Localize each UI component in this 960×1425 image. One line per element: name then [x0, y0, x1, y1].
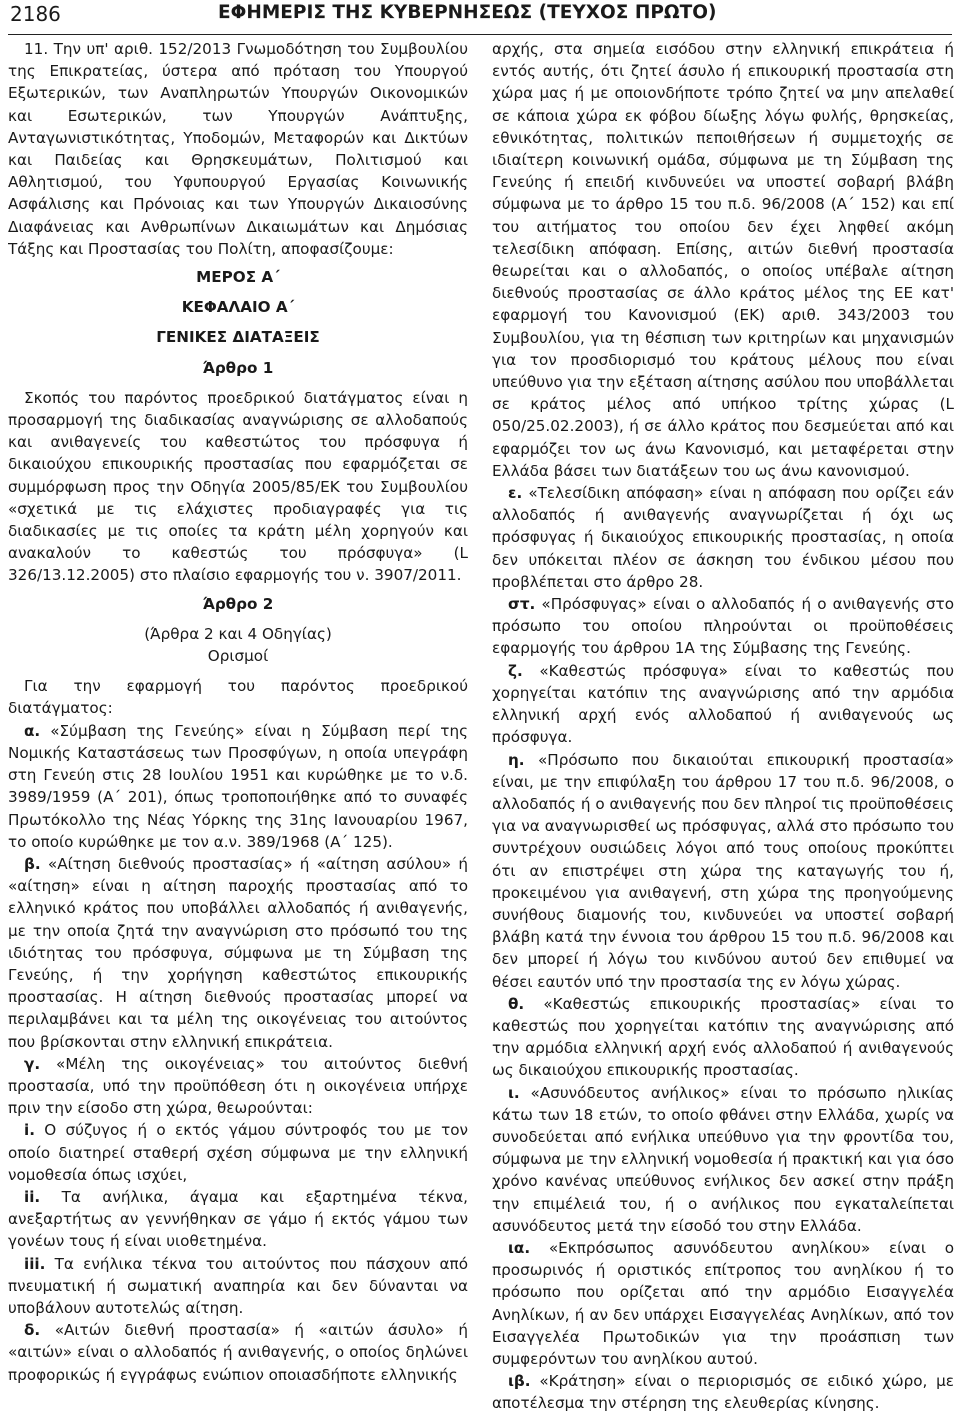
article-2-intro: Για την εφαρμογή του παρόντος προεδρικού διατάγματος:	[8, 677, 468, 718]
definition-g-ii-label: ii.	[24, 1187, 41, 1206]
gazette-title: ΕΦΗΜΕΡΙΣ ΤΗΣ ΚΥΒΕΡΝΗΣΕΩΣ (ΤΕΥΧΟΣ ΠΡΩΤΟ)	[218, 2, 717, 23]
definition-z	[492, 660, 954, 749]
definition-g-i-text: Ο σύζυγος ή ο εκτός γάμου σύντροφός του με τον οποίο διατηρεί σταθερή σχέση σύμφωνα με την ελληνική νομοθεσία όπως ισχύει,	[8, 1121, 468, 1184]
definition-i	[492, 1082, 954, 1237]
definition-a	[8, 720, 468, 853]
definition-ia	[492, 1237, 954, 1370]
definition-g-text: «Μέλη της οικογένειας» του αιτούντος διεθνή προστασία, υπό την προϋπόθεση ότι η οικογένεια υπήρχε πριν την είσοδο στη χώρα, θεωρούνται:	[8, 1054, 468, 1118]
definition-ib-text: «Κράτηση» είναι ο περιορισμός σε ειδικό χώρο, με αποτέλεσμα την στέρηση της ελευθερίας κίνησης.	[492, 1372, 954, 1413]
article-1-text: Σκοπός του παρόντος προεδρικού διατάγματος είναι η προσαρμογή της διαδικασίας αναγνώρισης σε αλλοδαπούς και ανιθαγενείς του καθεστώτος του πρόσφυγα ή δικαιούχου επικουρικής προστασίας που εφαρμόζεται σε συμμόρφωση προς την Οδηγία 2005/85/ΕΚ του Συμβουλίου «σχετικά με τις ελάχιστες προδιαγραφές για τις διαδικασίες με τις οποίες τα κράτη μέλη χορηγούν και ανακαλούν το καθεστώς του πρόσφυγα» (L 326/13.12.2005) στο πλαίσιο εφαρμογής του ν. 3907/2011.	[8, 388, 468, 585]
definition-g-iii-label: iii.	[24, 1254, 46, 1273]
definition-g-label: γ.	[24, 1054, 41, 1073]
definition-g-iii-text: Τα ενήλικα τέκνα του αιτούντος που πάσχουν από πνευματική ή σωματική αναπηρία και δεν δύνανται να υποβάλουν αυτοτελώς αίτηση.	[8, 1254, 468, 1317]
definition-d-continued: αρχής, στα σημεία εισόδου στην ελληνική επικράτεια ή εντός αυτής, ότι ζητεί άσυλο ή επικουρική προστασία στη χώρα μας ή με οποιονδήποτε τρόπο ζητεί να μην απελαθεί σε κάποια χώρα εκ φόβου δίωξης λόγω φυλής, θρησκείας, εθνικότητας, πολιτικών πεποιθήσεων ή συμμετοχής σε ιδιαίτερη κοινωνική ομάδα, σύμφωνα με τη Σύμβαση της Γενεύης ή επειδή κινδυνεύει να υποστεί σοβαρή βλάβη σύμφωνα με το άρθρο 15 του π.δ. 96/2008 (Α΄ 152) και επί του αιτήματος του οποίου δεν έχει ληφθεί ακόμη τελεσίδικη απόφαση. Επίσης, αιτών διεθνή προστασία θεωρείται και ο αλλοδαπός, ο οποίος υπέβαλε αίτηση διεθνούς προστασίας σε άλλο κράτος μέλος της ΕΕ κατ' εφαρμογή του Κανονισμού (ΕΚ) αριθ. 343/2003 του Συμβουλίου, για τη θέσπιση των κριτηρίων και μηχανισμών για τον προσδιορισμό του κράτους μέλους που είναι υπεύθυνο για την εξέταση αίτησης ασύλου που υποβάλλεται σε κράτος μέλος από υπήκοο τρίτης χώρας (L 050/25.02.2003), ή σε άλλο κράτος που δεσμεύεται από και εφαρμόζει τον ως άνω Κανονισμό, και μεταφέρεται στην Ελλάδα βάσει των διατάξεων του ως άνω κανονισμού.	[492, 40, 954, 480]
definition-i-label: ι.	[508, 1083, 520, 1102]
left-column	[8, 38, 468, 1423]
definition-st	[492, 593, 954, 660]
definition-g-ii	[8, 1186, 468, 1253]
definition-st-label: στ.	[508, 595, 536, 614]
definition-h	[492, 749, 954, 993]
definition-ia-label: ια.	[508, 1238, 531, 1257]
article-2-subtitle: (Άρθρα 2 και 4 Οδηγίας)	[144, 624, 332, 643]
definition-e	[492, 482, 954, 593]
definition-g-i-label: i.	[24, 1121, 35, 1140]
definition-e-text: «Τελεσίδικη απόφαση» είναι η απόφαση που ορίζει εάν αλλοδαπός ή ανιθαγενής αναγνωρίζεται ή όχι ως πρόσφυγας ή δικαιούχος επικουρικής προστασίας, η οποία δεν υπόκειται πλέον σε άσκηση του ένδικου μέσου που προβλέπεται στο άρθρο 28.	[492, 484, 954, 591]
definition-a-label: α.	[24, 721, 41, 740]
definition-h-label: η.	[508, 750, 525, 769]
paragraph-11: 11. Την υπ' αριθ. 152/2013 Γνωμοδότηση του Συμβουλίου της Επικρατείας, ύστερα από πρόταση του Υπουργού Εξωτερικών, των Αναπληρωτών Υπουργών Οικονομικών και Εσωτερικών, των Υπουργών Ανάπτυξης, Ανταγωνιστικότητας, Υποδομών, Μεταφορών και Δικτύων και Παιδείας και Θρησκευμάτων, Πολιτισμού και Αθλητισμού, του Υφυπουργού Εργασίας Κοινωνικής Ασφάλισης και Πρόνοιας και των Υπουργών Δικαιοσύνης Διαφάνειας και Ανθρωπίνων Δικαιωμάτων και Δημόσιας Τάξης και Προστασίας του Πολίτη, αποφασίζουμε:	[8, 40, 468, 258]
definition-g-iii	[8, 1253, 468, 1320]
definition-a-text: «Σύμβαση της Γενεύης» είναι η Σύμβαση περί της Νομικής Καταστάσεως των Προσφύγων, η οποία υπεγράφη στη Γενεύη στις 28 Ιουλίου 1951 και κυρώθηκε με το ν.δ. 3989/1959 (Α΄ 201), όπως τροποποιήθηκε από το συναφές Πρωτόκολλο της Νέας Υόρκης της 31ης Ιανουαρίου 1967, το οποίο κυρώθηκε με τον α.ν. 389/1968 (Α΄ 125).	[8, 721, 468, 851]
page-header	[8, 0, 952, 35]
article-2-title: Άρθρο 2	[202, 594, 274, 613]
definition-ia-text: «Εκπρόσωπος ασυνόδευτου ανηλίκου» είναι ο προσωρινός ή οριστικός επίτροπος του ανηλίκου ή το πρόσωπο που ορίζεται από την αρμόδιο Εισαγγελέα Ανηλίκων, ή αν δεν υπάρχει Εισαγγελέας Ανηλίκων, από τον Εισαγγελέα Πρωτοδικών για την προάσπιση των συμφερόντων του ανηλίκου αυτού.	[492, 1238, 954, 1368]
right-column	[492, 38, 954, 1423]
definition-ib-label: ιβ.	[508, 1372, 531, 1391]
definition-th-text: «Καθεστώς επικουρικής προστασίας» είναι το καθεστώς που χορηγείται κατόπιν της αναγνώρισης από την αρμόδια ελληνική αρχή ενός αλλοδαπού ή ανιθαγενούς ως δικαιούχου επικουρικής προστασίας.	[492, 994, 954, 1080]
page-number: 2186	[10, 2, 61, 26]
definition-h-text: «Πρόσωπο που δικαιούται επικουρική προστασία» είναι, με την επιφύλαξη του άρθρου 17 του π.δ. 96/2008, ο αλλοδαπός ή ο ανιθαγενής που δεν πληροί τις προϋποθέσεις για να αναγνωρισθεί ως πρόσφυγας, αλλά στο πρόσωπο του συντρέχουν ουσιώδεις λόγοι από τους οποίους προκύπτει ότι αν επιστρέψει στη χώρα της καταγωγής του ή, προκειμένου για ανιθαγενή, στη χώρα της προηγούμενης συνήθους διαμονής του, κινδυνεύει να υποστεί σοβαρή βλάβη κατά την έννοια του άρθρου 15 του π.δ. 96/2008 και δεν μπορεί ή λόγω του κινδύνου αυτού δεν επιθυμεί να θέσει εαυτόν υπό την προστασία της εν λόγω χώρας.	[492, 750, 954, 991]
definition-th-label: θ.	[508, 994, 525, 1013]
general-provisions-heading: ΓΕΝΙΚΕΣ ΔΙΑΤΑΞΕΙΣ	[156, 328, 320, 347]
definition-z-text: «Καθεστώς πρόσφυγα» είναι το καθεστώς που χορηγείται κατόπιν της αναγνώρισης από την αρμόδια ελληνική αρχή ενός αλλοδαπού ή ανιθαγενούς ως πρόσφυγα.	[492, 661, 954, 747]
definition-b-label: β.	[24, 854, 41, 873]
article-1-title: Άρθρο 1	[202, 358, 274, 377]
definition-e-label: ε.	[508, 484, 523, 503]
definition-g-ii-text: Τα ανήλικα, άγαμα και εξαρτημένα τέκνα, ανεξαρτήτως αν γεννήθηκαν σε γάμο ή εκτός γάμου των γονέων τους ή είναι υιοθετημένα.	[8, 1187, 468, 1251]
definition-i-text: «Ασυνόδευτος ανήλικος» είναι το πρόσωπο ηλικίας κάτω των 18 ετών, το οποίο φθάνει στην Ελλάδα, χωρίς να συνοδεύεται από ενήλικα υπεύθυνο για την φροντίδα του, σύμφωνα με την ελληνική νομοθεσία ή πρακτική και για όσο χρόνο κανένας υπεύθυνος ενήλικος δεν ασκεί στην πράξη την επιμέλειά του, ή ο ανήλικος που εγκαταλείπεται ασυνόδευτος μετά την είσοδό του στην Ελλάδα.	[492, 1083, 954, 1235]
definition-st-text: «Πρόσφυγας» είναι ο αλλοδαπός ή ο ανιθαγενής στο πρόσωπο του οποίου πληρούνται οι προϋποθέσεις εφαρμογής του άρθρου 1Α της Σύμβασης της Γενεύης.	[492, 595, 954, 658]
article-2-definitions: Ορισμοί	[207, 647, 269, 666]
definition-d-text: «Αιτών διεθνή προστασία» ή «αιτών άσυλο» ή «αιτών» είναι ο αλλοδαπός ή ανιθαγενής, ο οποίος δηλώνει προφορικώς ή εγγράφως ενώπιον οποιασδήποτε ελληνικής	[8, 1321, 468, 1384]
definition-g	[8, 1053, 468, 1120]
definition-b-text: «Αίτηση διεθνούς προστασίας» ή «αίτηση ασύλου» ή «αίτηση» είναι η αίτηση παροχής προστασίας από το ελληνικό κράτος που υποβάλλει αλλοδαπός ή ανιθαγενής, με την οποία ζητά την αναγνώριση στο πρόσωπό του της ιδιότητας του πρόσφυγα, σύμφωνα με τη Σύμβαση της Γενεύης, ή την χορήγηση καθεστώτος επικουρικής προστασίας. Η αίτηση διεθνούς προστασίας μπορεί να περιλαμβάνει και τα μέλη της οικογένειας του αιτούντος που βρίσκονται στην ελληνική επικράτεια.	[8, 854, 468, 1051]
definition-d	[8, 1319, 468, 1386]
part-heading: ΜΕΡΟΣ Α΄	[196, 268, 280, 287]
definition-ib	[492, 1370, 954, 1414]
definition-d-label: δ.	[24, 1321, 41, 1340]
definition-th	[492, 993, 954, 1082]
definition-g-i	[8, 1119, 468, 1186]
definition-z-label: ζ.	[508, 661, 523, 680]
chapter-heading: ΚΕΦΑΛΑΙΟ Α΄	[181, 298, 295, 317]
definition-b	[8, 853, 468, 1053]
